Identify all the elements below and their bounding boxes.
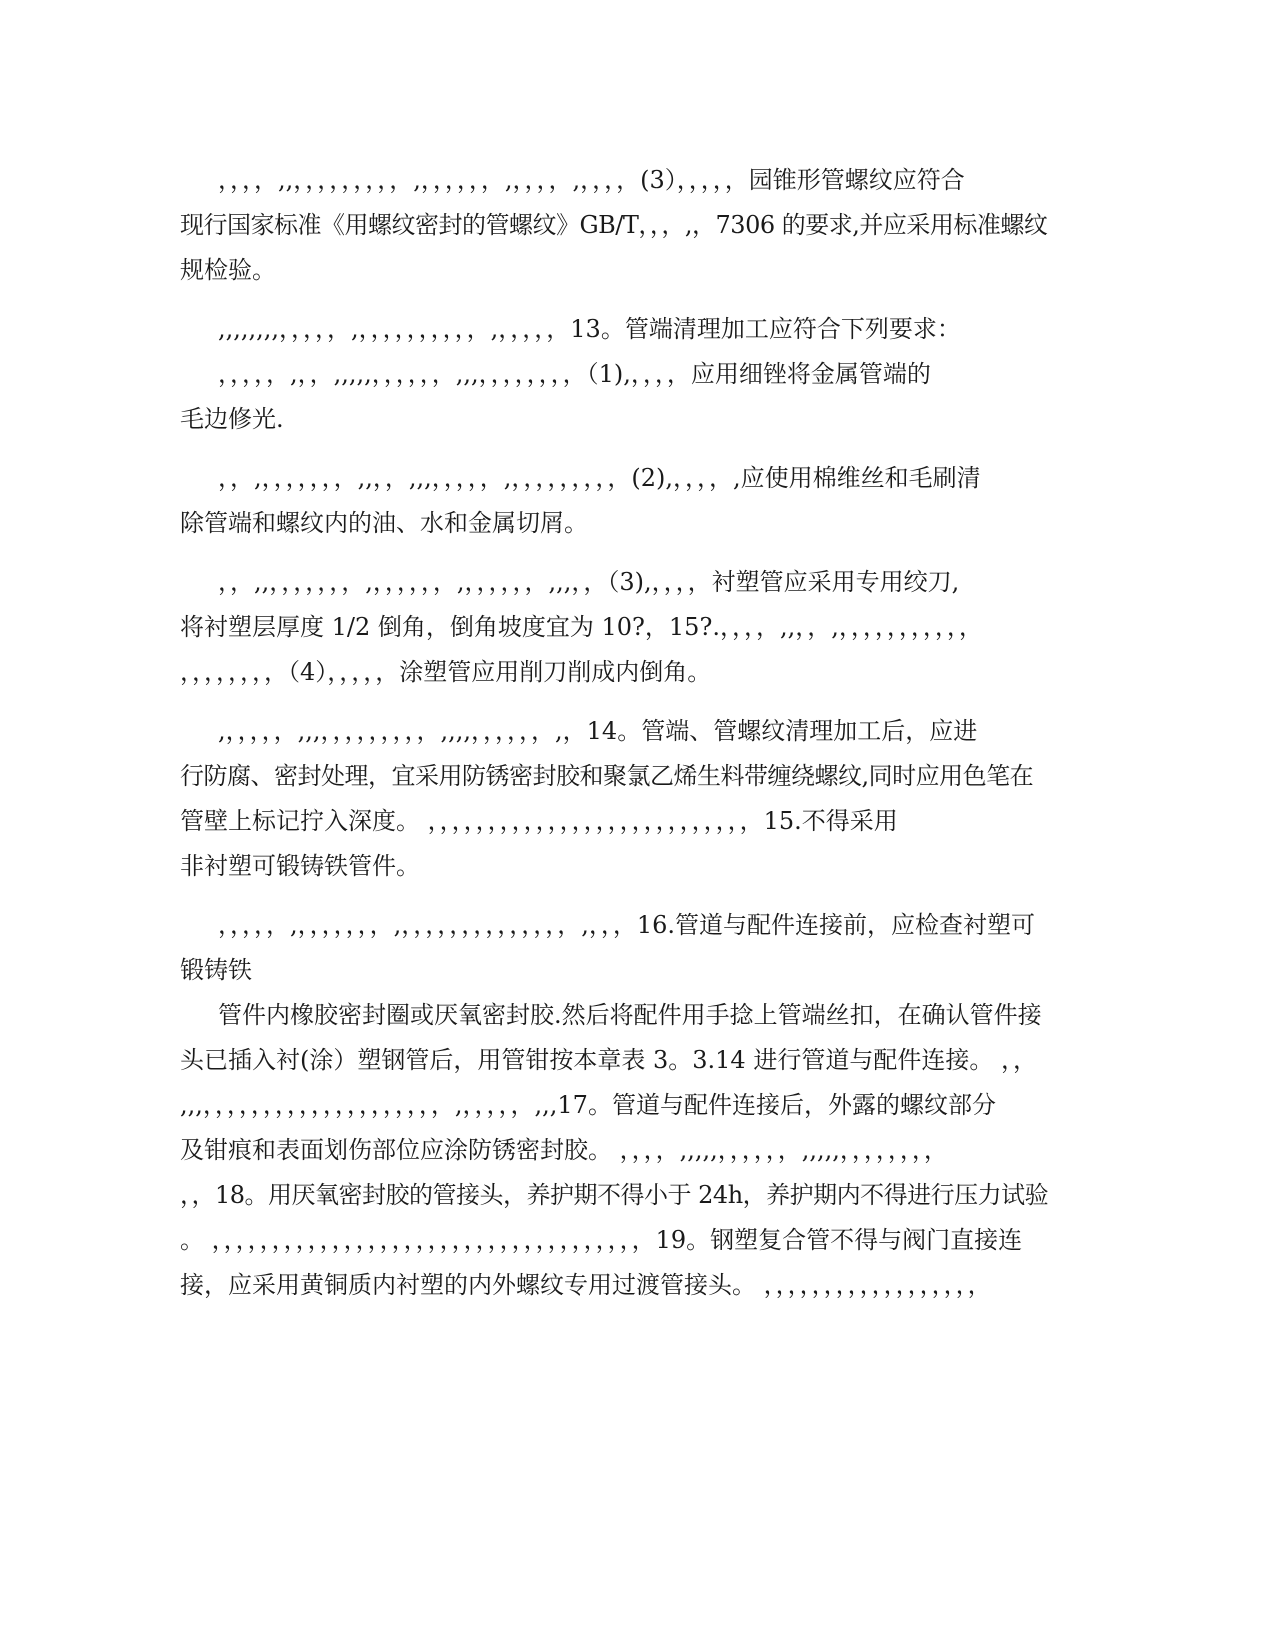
paragraph-line: 头已插入衬(涂）塑钢管后，用管钳按本章表 3。3.14 进行管道与配件连接。 ，， — [180, 1046, 1037, 1074]
paragraph-gap — [180, 695, 1050, 709]
paragraph-line: 毛边修光. — [180, 405, 284, 433]
paragraph-line: 将衬塑层厚度 1/2 倒角，倒角坡度宜为 10?，15?.，，，，,,，，,，，，，，，，，，，， — [180, 613, 983, 641]
paragraph-line: ，，,，，，，，，，,,，，,,,，，，，，,，，，，，，，，，(2),，，，，,应使用棉维丝和毛刷清 — [218, 464, 981, 492]
paragraph-line: ,,,,,,,,，，，，，,，，，，，，，，，，,，，，，，13。管端清理加工应符合下列要求： — [218, 315, 961, 343]
paragraph-gap — [180, 546, 1050, 560]
paragraph-line: ，，，，，,，，,,,,,，，，，，，,,,，，，，，，，，（1),，，，，应用细锉将金属管端的 — [218, 360, 931, 388]
paragraph-line: ，，，，，,，，，，，，，,，，，，，，，，，，，，，，,，，，16.管道与配件连接前，应检查衬塑可 — [218, 911, 1036, 939]
paragraph-line: ,，，，，，,,,，，，，，，，，，,,,,，，，，，，,，14。管端、管螺纹清理加工后，应进 — [218, 717, 978, 745]
document-body — [180, 158, 1050, 1308]
paragraph-line: ，，18。用厌氧密封胶的管接头，养护期不得小于 24h，养护期内不得进行压力试验 — [180, 1181, 1049, 1209]
paragraph-line: 除管端和螺纹内的油、水和金属切屑。 — [180, 509, 588, 537]
paragraph-line: 规检验。 — [180, 256, 276, 284]
paragraph-gap — [180, 889, 1050, 903]
paragraph-line: 接，应采用黄铜质内衬塑的内外螺纹专用过渡管接头。 ，，，，，，，，，，，，，，，，，， — [180, 1271, 992, 1299]
paragraph-line: 锻铸铁 — [180, 956, 252, 984]
paragraph-line: 管件内橡胶密封圈或厌氧密封胶.然后将配件用手捻上管端丝扣，在确认管件接 — [218, 1001, 1042, 1029]
paragraph-line: 非衬塑可锻铸铁管件。 — [180, 852, 420, 880]
paragraph-line: 及钳痕和表面划伤部位应涂防锈密封胶。 ，，，，,,,,,，，，，，，,,,,,，，，，，，，， — [180, 1136, 948, 1164]
paragraph-gap — [180, 442, 1050, 456]
paragraph-line: 行防腐、密封处理，宜采用防锈密封胶和聚氯乙烯生料带缠绕螺纹,同时应用色笔在 — [180, 762, 1034, 790]
paragraph-line: 现行国家标准《用螺纹密封的管螺纹》GB/T，，，,，7306 的要求,并应采用标准螺纹 — [180, 211, 1048, 239]
paragraph-line: ,,,，，，，，，，，，，，，，，，，，，，，,，，，，，,,,17。管道与配件连接后，外露的螺纹部分 — [180, 1091, 996, 1119]
paragraph-line: ，，，，，，，，（4），，，，，涂塑管应用削刀削成内倒角。 — [180, 658, 712, 686]
paragraph-line: 。 ，，，，，，，，，，，，，，，，，，，，，，，，，，，，，，，，，，，，19。钢塑复合管不得与阀门直接连 — [180, 1226, 1023, 1254]
paragraph-line: ，，，，,,，，，，，，，，，,，，，，，，,，，，，,，，，，(3），，，，，园锥形管螺纹应符合 — [218, 166, 965, 194]
paragraph-gap — [180, 293, 1050, 307]
paragraph-line: 管壁上标记拧入深度。 ，，，，，，，，，，，，，，，，，，，，，，，，，，，15.不得采用 — [180, 807, 898, 835]
paragraph-line: ，，,,，，，，，，，,，，，，，，,，，，，，，,,,，，（3),，，，，衬塑管应采用专用绞刀, — [218, 568, 960, 596]
